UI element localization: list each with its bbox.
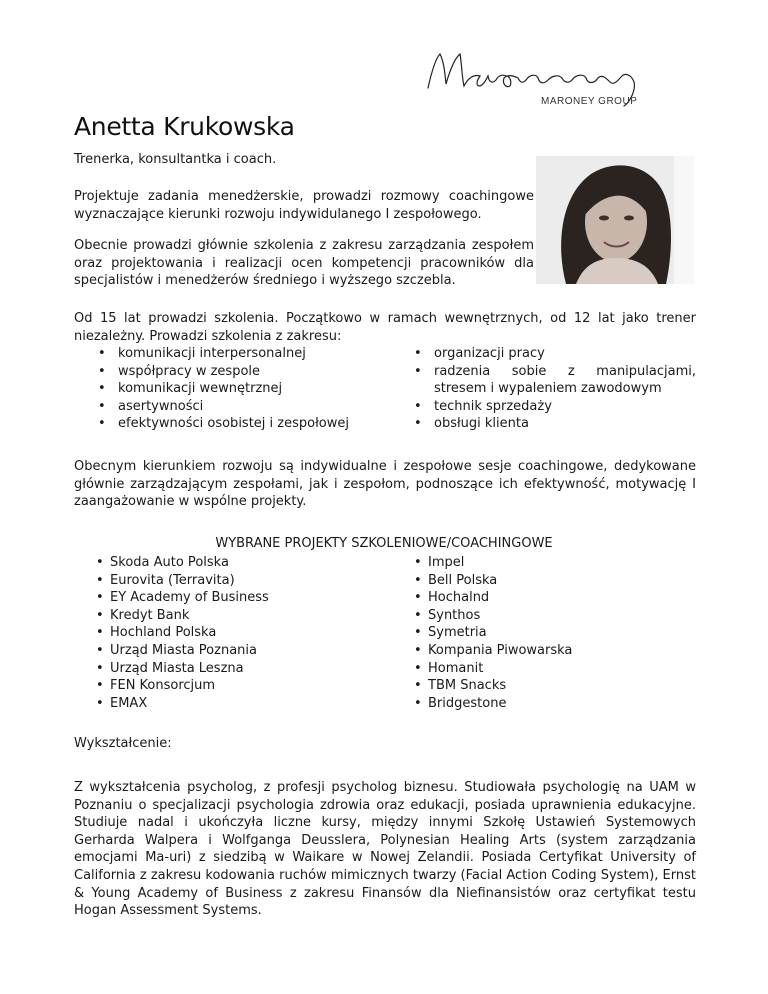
list-item: • Kredyt Bank: [96, 607, 356, 625]
list-item: • Synthos: [414, 607, 674, 625]
logo-company-name: MARONEY GROUP: [541, 96, 638, 107]
topics-list-left: [74, 345, 374, 433]
person-name: Anetta Krukowska: [74, 112, 295, 141]
topics-list-right: [390, 345, 696, 433]
list-item: • obsługi klienta: [390, 415, 696, 433]
intro-paragraph-1: Projektuje zadania menedżerskie, prowadzi rozmowy coachingowe wyznaczające kierunki rozwoju indywidulanego I zespołowego.: [74, 189, 534, 222]
list-item: • Symetria: [414, 624, 674, 642]
list-item: • Eurovita (Terravita): [96, 572, 356, 590]
education-paragraph: Z wykształcenia psycholog, z profesji psycholog biznesu. Studiowała psychologię na UAM w Poznaniu o specjalizacji psychologia zdrowia oraz edukacji, posiada uprawnienia edukacyjne. Studiuje nadal i ukończyła liczne kursy, między innymi Szkołę Ustawień Systemowych Gerharda Walpera i Wolfganga Deusslera, Polynesian Healing Arts (system zarządzania emocjami Ma-uri) z siedzibą w Waikare w Nowej Zelandii. Posiada Certyfikat University of California z zakresu kodowania ruchów mimicznych twarzy (Facial Action Coding System), Ernst & Young Academy of Business z zakresu Finansów dla Niefinansistów oraz certyfikat testu Hogan Assessment Systems.: [74, 780, 696, 919]
list-item: • efektywności osobistej i zespołowej: [74, 415, 374, 433]
education-heading: Wykształcenie:: [74, 736, 172, 751]
list-item: • technik sprzedaży: [390, 398, 696, 416]
list-item: • komunikacji wewnętrznej: [74, 380, 374, 398]
list-item: • asertywności: [74, 398, 374, 416]
projects-heading: WYBRANE PROJEKTY SZKOLENIOWE/COACHINGOWE: [215, 536, 553, 551]
portrait-photo: [536, 156, 694, 284]
list-item: • Hochalnd: [414, 589, 674, 607]
list-item: • Urząd Miasta Poznania: [96, 642, 356, 660]
list-item: • FEN Konsorcjum: [96, 677, 356, 695]
list-item: • komunikacji interpersonalnej: [74, 345, 374, 363]
list-item: • Kompania Piwowarska: [414, 642, 674, 660]
list-item: • TBM Snacks: [414, 677, 674, 695]
list-item: • EY Academy of Business: [96, 589, 356, 607]
intro-paragraph-2: Obecnie prowadzi głównie szkolenia z zakresu zarządzania zespołem oraz projektowania i realizacji ocen kompetencji pracowników dla specjalistów i menedżerów średniego i wyższego szczebla.: [74, 238, 534, 289]
list-item: • współpracy w zespole: [74, 363, 374, 381]
person-role: Trenerka, konsultantka i coach.: [74, 152, 277, 167]
list-item: • organizacji pracy: [390, 345, 696, 363]
list-item: • Impel: [414, 554, 674, 572]
list-item: • EMAX: [96, 695, 356, 713]
list-item: • radzenia sobie z manipulacjami, stresem i wypaleniem zawodowym: [390, 363, 696, 398]
projects-list-right: [414, 554, 674, 712]
list-item: • Hochland Polska: [96, 624, 356, 642]
list-item: • Bridgestone: [414, 695, 674, 713]
list-item: • Bell Polska: [414, 572, 674, 590]
direction-paragraph: Obecnym kierunkiem rozwoju są indywidualne i zespołowe sesje coachingowe, dedykowane głównie zarządzającym zespołami, jak i zespołom, podnoszące ich efektywność, motywację I zaangażowanie w wspólne projekty.: [74, 459, 696, 510]
list-item: • Urząd Miasta Leszna: [96, 660, 356, 678]
experience-paragraph: Od 15 lat prowadzi szkolenia. Początkowo w ramach wewnętrznych, od 12 lat jako trener niezależny. Prowadzi szkolenia z zakresu:: [74, 311, 696, 344]
projects-list-left: [96, 554, 356, 712]
list-item: • Homanit: [414, 660, 674, 678]
list-item: • Skoda Auto Polska: [96, 554, 356, 572]
